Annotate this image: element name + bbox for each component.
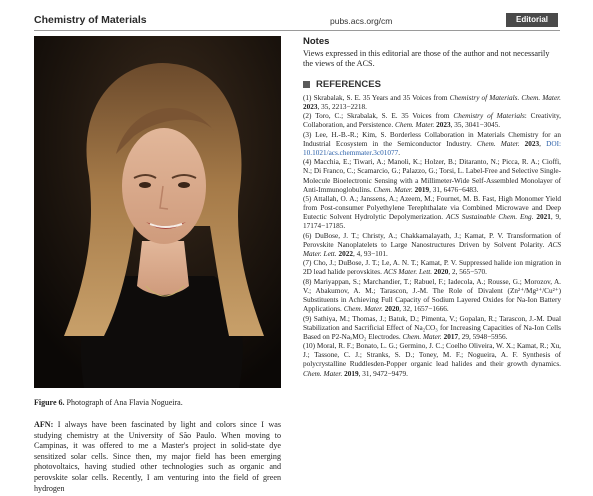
- reference-journal: Chem. Mater.: [343, 305, 383, 314]
- reference-journal: Chem. Mater.: [373, 185, 413, 194]
- reference-item: [303, 342, 561, 378]
- reference-text: (10) Moral, R. F.; Bonato, L. G.; Germino, J. C.; Coelho Oliveira, W. X.; Kamat, R.; Xu, J.; Tassone, C. J.; Stranks, S. D.; Toney, M. F.; Nogueira, A. F. Synthesis of polycrystalline Ruddlesden-Popper organic lead halides and their growth dynamics.: [303, 342, 561, 369]
- reference-journal: ACS Mater. Lett.: [383, 268, 433, 277]
- reference-text: (7) Cho, J.; DuBose, J. T.; Le, A. N. T.; Kamat, P. V. Suppressed halide ion migration in 2D lead halide perovskites.: [303, 259, 561, 277]
- reference-item: [303, 158, 561, 194]
- reference-item: [303, 278, 561, 314]
- reference-volume-pages: , 2, 565−570.: [448, 268, 487, 277]
- reference-text: (5) Attallah, O. A.; Janssens, A.; Azeem, M.; Fournet, M. B. Fast, High Monomer Yield from Post-consumer Polyethylene Terephthalate via Combined Microwave and Deep Eutectic Solvent Hydrolytic Depolymerization.: [303, 195, 561, 222]
- journal-title: Chemistry of Materials: [34, 14, 147, 26]
- reference-title: Chemistry of Materials. Chem. Mater.: [449, 93, 561, 102]
- figure-caption: [34, 398, 183, 407]
- figure-label: Figure 6.: [34, 398, 65, 407]
- reference-journal: Chem. Mater.: [402, 332, 442, 341]
- notes-text: Views expressed in this editorial are those of the author and not necessarily the views of the ACS.: [303, 49, 550, 69]
- reference-year: 2022: [336, 249, 353, 258]
- reference-text: (1) Skrabalak, S. E. 35 Years and 35 Voices from: [303, 93, 450, 102]
- reference-item: [303, 232, 561, 259]
- reference-volume-pages: , 9, 17174−17185.: [303, 213, 561, 231]
- reference-year: 2020: [382, 305, 400, 314]
- reference-volume-pages: , 35, 3041−3045.: [450, 121, 501, 130]
- reference-year: 2023: [519, 139, 540, 148]
- header-divider: [34, 30, 560, 31]
- reference-volume-pages: , 29, 5948−5956.: [458, 332, 508, 341]
- reference-text: (9) Sathiya, M.; Thomas, J.; Batuk, D.; Pimenta, V.; Gopalan, R.; Tarascon, J.-M. Dual Stabilization and Sacrificial Effect of Na₂CO₃ for Increasing Capacities of Na-Ion Cells Based on P2-NaₓMO₂ Electrodes.: [303, 314, 561, 341]
- reference-text: (3) Lee, H.-B.-R.; Kim, S. Borderless Collaboration in Materials Chemistry for an Industrial Ecosystem in the Semiconductor Industry.: [303, 130, 561, 148]
- portrait-photo: [34, 36, 281, 388]
- reference-volume-pages: ,: [539, 139, 547, 148]
- reference-volume-pages: , 31, 9472−9479.: [358, 369, 408, 378]
- reference-year: 2023: [434, 121, 451, 130]
- reference-volume-pages: , 31, 6476−6483.: [429, 185, 479, 194]
- reference-journal: ACS Mater. Lett.: [303, 240, 561, 258]
- reference-item: [303, 315, 561, 342]
- references-list: [303, 94, 561, 379]
- reference-volume-pages: , 35, 2213−2218.: [317, 102, 367, 111]
- reference-volume-pages: , 4, 93−101.: [352, 249, 388, 258]
- section-badge: Editorial: [506, 13, 558, 27]
- reference-journal: Chem. Mater.: [476, 139, 520, 148]
- reference-journal: ACS Sustainable Chem. Eng.: [445, 213, 534, 222]
- page-header: [0, 0, 593, 30]
- reference-item: [303, 94, 561, 112]
- reference-year: 2017: [441, 332, 459, 341]
- reference-item: [303, 131, 561, 158]
- reference-text: (8) Mariyappan, S.; Marchandier, T.; Rabuel, F.; Iadecola, A.; Rousse, G.; Morozov, A. V.; Abakumov, A. M.; Tarascon, J.-M. The Role of Divalent (Zn²⁺/Mg²⁺/Cu²⁺) Substituents in Achieving Full Capacity of Sodium Layered Oxides for Na-Ion Battery Applications.: [303, 278, 561, 314]
- speaker-initials: AFN:: [34, 420, 54, 429]
- right-column: [303, 36, 561, 379]
- square-icon: [303, 81, 310, 88]
- reference-text: (2) Toro, C.; Skrabalak, S. E. 35 Voices from: [303, 112, 454, 121]
- reference-text: : Creativity, Collaboration, and Persistence.: [303, 112, 561, 130]
- reference-year: 2021: [533, 213, 551, 222]
- reference-item: [303, 259, 561, 277]
- paragraph-text: I always have been fascinated by light and colors since I was studying chemistry at the University of São Paulo. When moving to Campinas, it was offered to me a Master's project in solid-state dye sensitized solar cells. Since then, my major field has been emerging photovoltaics, having studied other technologies such as organic and perovskite solar cells. Recently, I am venturing into the field of green hydrogen: [34, 420, 281, 493]
- notes-heading: Notes: [303, 36, 330, 47]
- references-heading-label: REFERENCES: [316, 78, 381, 90]
- reference-doi-link[interactable]: DOI: 10.1021/acs.chemmater.3c01077: [303, 139, 561, 157]
- reference-year: 2023: [303, 102, 318, 111]
- reference-volume-pages: , 32, 1657−1666.: [399, 305, 449, 314]
- reference-year: 2019: [342, 369, 359, 378]
- journal-url[interactable]: pubs.acs.org/cm: [330, 16, 393, 26]
- reference-journal: Chem. Mater.: [303, 369, 343, 378]
- reference-item: [303, 195, 561, 231]
- reference-journal: Chem. Mater.: [395, 121, 435, 130]
- reference-text: (4) Macchia, E.; Tiwari, A.; Manoli, K.; Holzer, B.; Ditaranto, N.; Picca, R. A.; Cioffi, N.; Di Franco, C.; Scamarcio, G.; Palazzo, G.; Torsi, L. Label-Free and Selective Single-Molecule Bioelectronic Sensing with a Millimeter-Wide Self-Assembled Monolayer of Anti-Immunoglobulins.: [303, 158, 561, 194]
- reference-title: Chemistry of Materials: [453, 112, 525, 121]
- reference-year: 2019: [412, 185, 430, 194]
- reference-year: 2020: [432, 268, 449, 277]
- figure-caption-text: Photograph of Ana Flavia Nogueira.: [64, 398, 183, 407]
- references-heading: [303, 79, 561, 90]
- reference-text: (6) DuBose, J. T.; Christy, A.; Chakkamalayath, J.; Kamat, P. V. Transformation of Perovskite Nanoplatelets to Large Nanostructures Driven by Solvent Polarity.: [303, 231, 561, 249]
- reference-item: [303, 112, 561, 130]
- portrait-illustration: [34, 36, 281, 388]
- reference-text: .: [398, 148, 401, 157]
- interview-paragraph: [34, 420, 281, 494]
